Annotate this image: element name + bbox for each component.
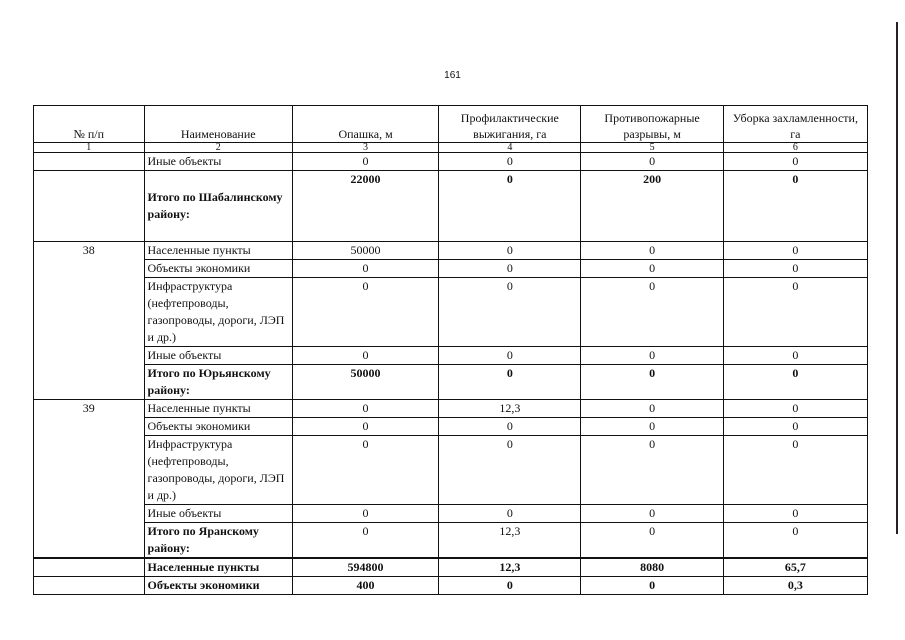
cell-plough: 594800 [292,558,438,577]
row-name: Населенные пункты [144,242,292,260]
cell-burning: 0 [439,260,581,278]
cell-plough: 400 [292,577,438,595]
table-row [34,418,868,436]
cell-burning: 12,3 [439,558,581,577]
cell-firebreaks: 0 [581,347,723,365]
row-name: Населенные пункты [144,400,292,418]
row-name: Иные объекты [144,153,292,171]
cell-cleanup: 0 [723,523,867,559]
header-plough: Опашка, м [292,106,438,143]
row-name: Инфраструктура (нефтепроводы, газопроводы, дороги, ЛЭП и др.) [144,436,292,505]
row-name: Итого по Юрьянскому району: [144,365,292,400]
cell-burning: 0 [439,505,581,523]
table-row [34,347,868,365]
cell-plough: 0 [292,505,438,523]
cell-plough: 0 [292,400,438,418]
cell-plough: 50000 [292,242,438,260]
cell-plough: 50000 [292,365,438,400]
col-number: 3 [292,143,438,153]
cell-firebreaks: 0 [581,577,723,595]
row-name: Итого по Шабалинскому району: [144,171,292,242]
col-number: 5 [581,143,723,153]
table-row-total [34,365,868,400]
cell-firebreaks: 0 [581,436,723,505]
fire-prevention-table [33,105,868,595]
cell-cleanup: 0 [723,418,867,436]
table-row-total [34,171,868,242]
row-num [34,577,145,595]
cell-burning: 0 [439,171,581,242]
cell-plough: 0 [292,418,438,436]
row-num [34,171,145,242]
row-name: Иные объекты [144,347,292,365]
cell-burning: 0 [439,278,581,347]
header-name: Наименование [144,106,292,143]
row-num: 38 [34,242,145,400]
cell-cleanup: 0 [723,171,867,242]
table-row-grand-total [34,577,868,595]
cell-firebreaks: 0 [581,153,723,171]
cell-firebreaks: 0 [581,523,723,559]
header-burning: Профилактические выжигания, га [439,106,581,143]
col-number: 4 [439,143,581,153]
cell-plough: 0 [292,260,438,278]
cell-burning: 12,3 [439,523,581,559]
cell-cleanup: 0 [723,347,867,365]
table-header-row [34,106,868,143]
cell-firebreaks: 0 [581,260,723,278]
row-num [34,153,145,171]
cell-plough: 0 [292,436,438,505]
cell-firebreaks: 0 [581,505,723,523]
scan-edge-line [896,22,898,534]
table-row [34,153,868,171]
cell-plough: 0 [292,347,438,365]
cell-cleanup: 0 [723,505,867,523]
row-name: Итого по Яранскому району: [144,523,292,559]
cell-burning: 0 [439,577,581,595]
cell-firebreaks: 0 [581,400,723,418]
row-num [34,558,145,577]
table-row [34,242,868,260]
table-row-grand-total [34,558,868,577]
cell-cleanup: 0 [723,278,867,347]
cell-burning: 0 [439,153,581,171]
cell-firebreaks: 0 [581,365,723,400]
table-row [34,400,868,418]
col-number: 6 [723,143,867,153]
row-name: Иные объекты [144,505,292,523]
cell-cleanup: 0 [723,436,867,505]
table-row [34,505,868,523]
table-row [34,260,868,278]
cell-firebreaks: 0 [581,242,723,260]
cell-firebreaks: 8080 [581,558,723,577]
col-number: 2 [144,143,292,153]
page-number: 161 [444,70,461,81]
row-name: Объекты экономики [144,418,292,436]
cell-burning: 12,3 [439,400,581,418]
cell-firebreaks: 0 [581,278,723,347]
cell-cleanup: 65,7 [723,558,867,577]
col-number: 1 [34,143,145,153]
row-name: Инфраструктура (нефтепроводы, газопроводы, дороги, ЛЭП и др.) [144,278,292,347]
cell-burning: 0 [439,242,581,260]
cell-cleanup: 0,3 [723,577,867,595]
cell-cleanup: 0 [723,242,867,260]
cell-cleanup: 0 [723,365,867,400]
cell-firebreaks: 200 [581,171,723,242]
cell-plough: 0 [292,278,438,347]
row-name: Населенные пункты [144,558,292,577]
cell-burning: 0 [439,365,581,400]
table-row [34,436,868,505]
cell-plough: 0 [292,153,438,171]
cell-burning: 0 [439,418,581,436]
cell-firebreaks: 0 [581,418,723,436]
cell-plough: 22000 [292,171,438,242]
cell-cleanup: 0 [723,400,867,418]
header-num: № п/п [34,106,145,143]
cell-plough: 0 [292,523,438,559]
table-row [34,278,868,347]
header-cleanup: Уборка захламленности, га [723,106,867,143]
cell-cleanup: 0 [723,153,867,171]
row-name: Объекты экономики [144,260,292,278]
cell-burning: 0 [439,347,581,365]
column-number-row [34,143,868,153]
row-num: 39 [34,400,145,559]
cell-cleanup: 0 [723,260,867,278]
row-name: Объекты экономики [144,577,292,595]
cell-burning: 0 [439,436,581,505]
table-row-total [34,523,868,559]
header-firebreaks: Противопожарные разрывы, м [581,106,723,143]
